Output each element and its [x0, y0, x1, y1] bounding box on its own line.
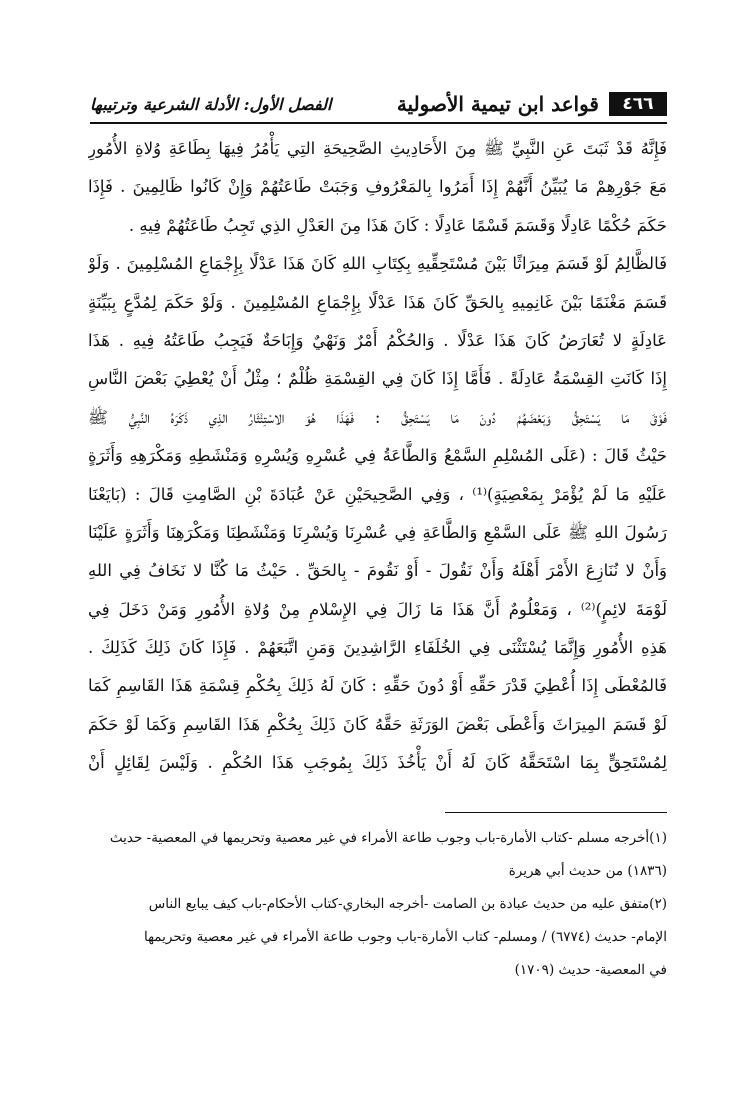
book-title: قواعد ابن تيمية الأصولية — [396, 92, 599, 116]
text-line: هَذِهِ الأُمُورِ وَإِنَّمَا يُسْتَثْنَى فِي الخُلَفَاءِ الرَّاشِدِينَ وَمَنِ اتَّبَعَهُمْ . فَإِذَا كَانَ ذَلِكَ كَذَلِكَ . — [88, 638, 667, 658]
text-line: وَأَنْ لا نُنَازِعَ الأَمْرَ أَهْلَهُ وَأَنْ نَقُولَ - أَوْ نَقُومَ - بِالحَقِّ . حَيْثُ مَا كُنَّا لا نَخَافُ فِي اللهِ — [88, 561, 667, 581]
text-line: عَادِلَةٍ لا تُعَارَضُ كَانَ هَذَا عَدْلًا . وَالحُكْمُ أَمْرٌ وَنَهْيٌ وَإِبَاحَةٌ فَيَجِبُ طَاعَتُهُ فِيهِ . هَذَا — [88, 330, 667, 350]
text-line: عَلَيْهِ مَا لَمْ يُؤْمَرْ بِمَعْصِيَةٍ)⁽¹⁾ ، وَفِي الصَّحِيحَيْنِ عَنْ عُبَادَةَ بْنِ الصَّامِتِ قَالَ : (بَايَعْنَا — [88, 484, 667, 504]
text-line: فَالظَّالِمُ لَوْ قَسَمَ مِيرَاثًا بَيْنَ مُسْتَحِقِّيهِ بِكِتَابِ اللهِ كَانَ هَذَا عَدْلًا بِإِجْمَاعِ المُسْلِمِينَ . وَلَوْ — [88, 254, 667, 274]
text-line: إِذَا كَانَتِ القِسْمَةُ عَادِلَةً . فَأَمَّا إِذَا كَانَ فِي القِسْمَةِ ظُلْمٌ ؛ مِثْلُ أَنْ يُعْطِيَ بَعْضَ النَّاسِ — [88, 369, 667, 389]
text-line: حَيْثُ قَالَ : (عَلَى المُسْلِمِ السَّمْعُ وَالطَّاعَةُ فِي عُسْرِهِ وَيُسْرِهِ وَمَنْشَطِهِ وَمَكْرَهِهِ وَأَثَرَةٍ — [88, 446, 667, 466]
text-line: لَوْ قَسَمَ المِيرَاثَ وَأَعْطَى بَعْضَ الوَرَثَةِ حَقَّهُ كَانَ ذَلِكَ بِحُكْمِ هَذَا القَاسِمِ وَكَمَا لَوْ حَكَمَ — [88, 714, 667, 734]
text-line: مَعَ جَوْرِهِمْ مَا يُبَيِّنُ أَنَّهُمْ إِذَا أَمَرُوا بِالمَعْرُوفِ وَجَبَتْ طَاعَتُهُمْ وَإِنْ كَانُوا ظَالِمِينَ . فَإِذَا — [88, 177, 667, 197]
text-line: حَكَمَ حُكْمًا عَادِلًا وَقَسَمَ قَسْمًا عَادِلًا : كَانَ هَذَا مِنَ العَدْلِ الذِي تَجِبُ طَاعَتُهُمْ فِيهِ . — [128, 215, 667, 235]
footnote-line: (١)أخرجه مسلم -كتاب الأمارة-باب وجوب طاعة الأمراء في غير معصية وتحريمها في المعصية- حديث — [109, 830, 667, 846]
text-line: فَالمُعْطَى إِذَا أُعْطِيَ قَدْرَ حَقِّهِ أَوْ دُونَ حَقِّهِ : كَانَ لَهُ ذَلِكَ بِحُكْمِ قِسْمَةِ هَذَا القَاسِمِ كَمَا — [88, 676, 667, 696]
footnote-line: (١٨٣٦) من حديث أبي هريرة — [508, 863, 667, 879]
text-line: لَوْمَةَ لائِمٍ)⁽²⁾ ، وَمَعْلُومٌ أَنَّ هَذَا مَا زَالَ فِي الإِسْلامِ مِنْ وُلاةِ الأُمُورِ وَمَنْ دَخَلَ فِي — [88, 599, 667, 619]
page-number: ٤٦٦ — [609, 92, 667, 116]
page-header — [90, 92, 667, 124]
body-text — [88, 130, 667, 783]
text-line: رَسُولَ اللهِ ﷺ عَلَى السَّمْعِ وَالطَّاعَةِ فِي عُسْرِنَا وَيُسْرِنَا وَمَنْشَطِنَا وَمَكْرَهِنَا وَأَثَرَةٍ عَلَيْنَا — [88, 522, 667, 542]
chapter-title: الفصل الأول: الأدلة الشرعية وترتيبها — [90, 95, 332, 114]
footnote-line: في المعصية- حديث (١٧٠٩) — [514, 962, 667, 978]
footnotes — [88, 822, 667, 987]
footnote-line: الإمام- حديث (٦٧٧٤) / ومسلم- كتاب الأمارة-باب وجوب طاعة الأمراء في غير معصية وتحريمها — [143, 929, 667, 945]
text-line: فَوْقَ مَا يَسْتَحِقُّ وَبَعْضَهُمْ دُونَ مَا يَسْتَحِقُّ : فَهَذَا هُوَ الاسْتِئْثَارُ الذِي ذَكَرَهُ النَّبِيُّ ﷺ — [88, 407, 667, 427]
text-line: لِمُسْتَحِقٍّ بِمَا اسْتَحَقَّهُ كَانَ لَهُ أَنْ يَأْخُذَ ذَلِكَ بِمُوجَبِ هَذَا الحُكْمِ . وَلَيْسَ لِقَائِلٍ أَنْ — [88, 753, 667, 773]
footnote-line: (٢)متفق عليه من حديث عبادة بن الصامت -أخرجه البخاري-كتاب الأحكام-باب كيف يبايع الناس — [148, 896, 667, 912]
text-line: فَإِنَّهُ قَدْ ثَبَتَ عَنِ النَّبِيِّ ﷺ مِنَ الأَحَادِيثِ الصَّحِيحَةِ التِي يَأْمُرُ فِيهَا بِطَاعَةِ وُلاةِ الأُمُورِ — [88, 139, 667, 158]
text-line: قَسَمَ مَغْنَمًا بَيْنَ غَانِمِيهِ بِالحَقِّ كَانَ هَذَا عَدْلًا بِإِجْمَاعِ المُسْلِمِينَ . وَلَوْ حَكَمَ لِمُدَّعٍ بِبَيِّنَةٍ — [88, 292, 667, 312]
footnote-divider — [445, 812, 667, 813]
